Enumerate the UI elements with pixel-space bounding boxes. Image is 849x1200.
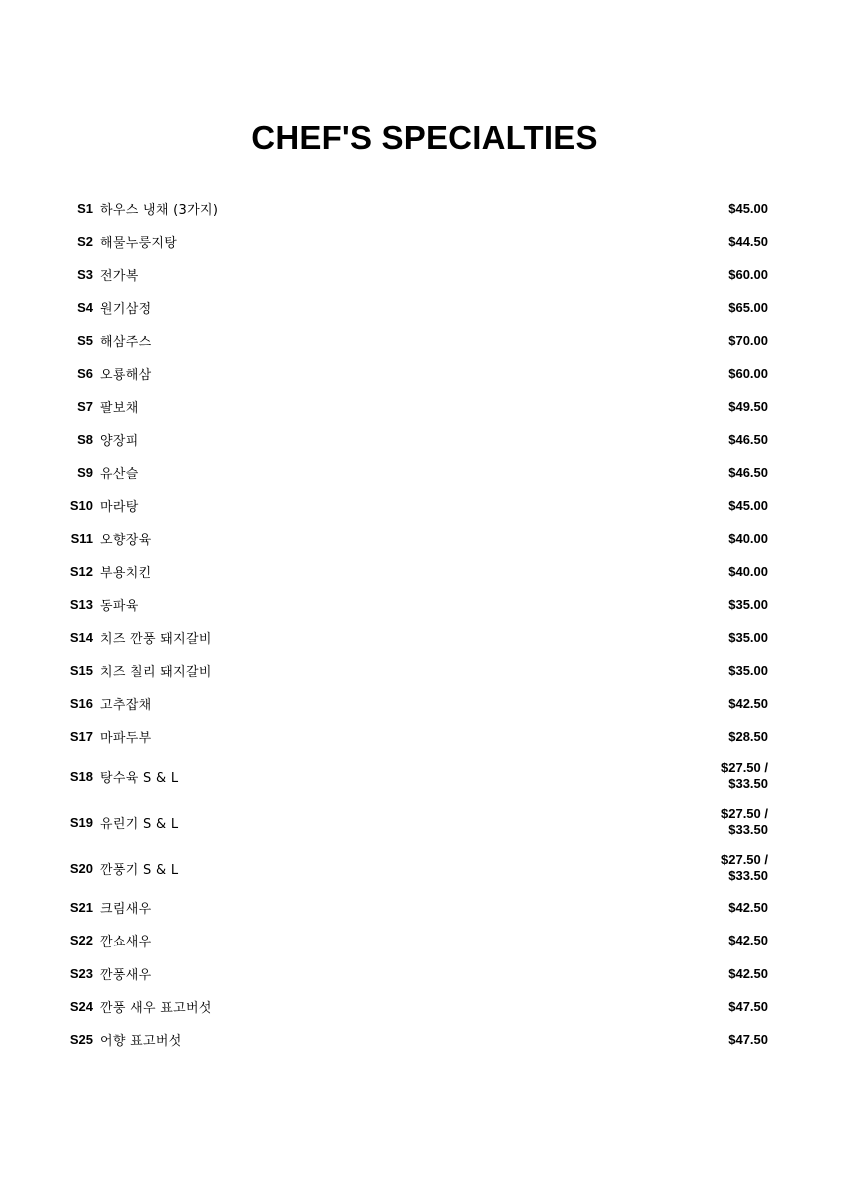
- item-price: $47.50: [728, 1031, 768, 1047]
- menu-item: [62, 225, 768, 258]
- menu-item: [62, 621, 768, 654]
- item-name: 전가복: [100, 269, 139, 284]
- item-code: S1: [77, 201, 93, 216]
- item-code: S5: [77, 333, 93, 348]
- menu-item: [62, 1023, 768, 1056]
- item-name: 팔보채: [100, 401, 139, 416]
- item-code: S16: [69, 696, 93, 711]
- item-code: S22: [69, 933, 93, 948]
- menu-item: [62, 555, 768, 588]
- menu-item: [62, 489, 768, 522]
- item-code: S14: [69, 630, 93, 645]
- item-name: 하우스 냉채 (3가지): [100, 203, 219, 218]
- price-small: $27.50 /: [721, 760, 768, 775]
- item-name: 양장피: [100, 434, 139, 449]
- menu-item: [62, 192, 768, 225]
- menu-item: [62, 957, 768, 990]
- menu-item: [62, 390, 768, 423]
- item-name: 오룡해삼: [100, 368, 152, 383]
- item-name: 해물누룽지탕: [100, 236, 178, 251]
- menu-item: [62, 845, 768, 891]
- price-small: $27.50 /: [721, 852, 768, 867]
- item-price: $28.50: [728, 728, 768, 744]
- menu-item: [62, 258, 768, 291]
- item-price: $46.50: [728, 464, 768, 480]
- menu-item: [62, 687, 768, 720]
- item-name: 깐풍새우: [100, 968, 152, 983]
- item-code: S17: [69, 729, 93, 744]
- item-name: 해삼주스: [100, 335, 152, 350]
- item-price: $44.50: [728, 233, 768, 249]
- item-price: [721, 806, 768, 838]
- menu-list: [62, 192, 768, 1056]
- item-name: 깐풍 새우 표고버섯: [100, 1001, 212, 1016]
- item-name: 부용치킨: [100, 566, 152, 581]
- item-price: [721, 852, 768, 884]
- price-large: $33.50: [728, 776, 768, 791]
- item-code: S18: [69, 768, 93, 784]
- menu-item: [62, 456, 768, 489]
- item-price: $49.50: [728, 398, 768, 414]
- item-price: $60.00: [728, 266, 768, 282]
- menu-item: [62, 924, 768, 957]
- menu-item: [62, 990, 768, 1023]
- item-price: $40.00: [728, 563, 768, 579]
- menu-item: [62, 423, 768, 456]
- item-price: $60.00: [728, 365, 768, 381]
- item-name: 원기삼정: [100, 302, 152, 317]
- page-title: CHEF'S SPECIALTIES: [251, 119, 598, 156]
- item-code: S25: [69, 1032, 93, 1047]
- item-price: $42.50: [728, 695, 768, 711]
- item-price: $35.00: [728, 629, 768, 645]
- item-name: 깐풍기 S & L: [100, 862, 179, 878]
- price-large: $33.50: [728, 822, 768, 837]
- item-name: 어향 표고버섯: [100, 1034, 182, 1049]
- item-code: S6: [77, 366, 93, 381]
- menu-item: [62, 753, 768, 799]
- item-price: $42.50: [728, 965, 768, 981]
- menu-item: [62, 522, 768, 555]
- item-price: $42.50: [728, 932, 768, 948]
- item-price: $47.50: [728, 998, 768, 1014]
- item-name: 크림새우: [100, 902, 152, 917]
- item-code: S24: [69, 999, 93, 1014]
- menu-item: [62, 588, 768, 621]
- item-name: 탕수육 S & L: [100, 770, 179, 786]
- item-code: S10: [69, 498, 93, 513]
- menu-item: [62, 654, 768, 687]
- item-price: $35.00: [728, 596, 768, 612]
- menu-item: [62, 720, 768, 753]
- item-price: $42.50: [728, 899, 768, 915]
- item-code: S23: [69, 966, 93, 981]
- price-small: $27.50 /: [721, 806, 768, 821]
- item-price: $45.00: [728, 497, 768, 513]
- menu-item: [62, 357, 768, 390]
- item-price: $40.00: [728, 530, 768, 546]
- item-code: S19: [69, 814, 93, 830]
- item-name: 마라탕: [100, 500, 139, 515]
- item-code: S4: [77, 300, 93, 315]
- item-name: 고추잡채: [100, 698, 152, 713]
- item-name: 유린기 S & L: [100, 816, 179, 832]
- item-code: S8: [77, 432, 93, 447]
- menu-item: [62, 891, 768, 924]
- item-code: S11: [70, 531, 93, 546]
- item-code: S15: [69, 663, 93, 678]
- item-code: S13: [69, 597, 93, 612]
- menu-item: [62, 799, 768, 845]
- item-code: S7: [77, 399, 93, 414]
- item-price: $46.50: [728, 431, 768, 447]
- item-price: $70.00: [728, 332, 768, 348]
- item-price: $45.00: [728, 200, 768, 216]
- price-large: $33.50: [728, 868, 768, 883]
- item-name: 유산슬: [100, 467, 139, 482]
- item-name: 동파육: [100, 599, 139, 614]
- item-price: $65.00: [728, 299, 768, 315]
- item-name: 깐쇼새우: [100, 935, 152, 950]
- item-code: S9: [77, 465, 93, 480]
- item-price: $35.00: [728, 662, 768, 678]
- item-code: S3: [77, 267, 93, 282]
- item-code: S21: [69, 900, 93, 915]
- menu-item: [62, 291, 768, 324]
- menu-item: [62, 324, 768, 357]
- item-name: 치즈 칠리 돼지갈비: [100, 665, 212, 680]
- item-code: S12: [69, 564, 93, 579]
- item-name: 마파두부: [100, 731, 152, 746]
- item-name: 오향장육: [100, 533, 152, 548]
- item-code: S20: [69, 860, 93, 876]
- item-price: [721, 760, 768, 792]
- item-name: 치즈 깐풍 돼지갈비: [100, 632, 212, 647]
- item-code: S2: [77, 234, 93, 249]
